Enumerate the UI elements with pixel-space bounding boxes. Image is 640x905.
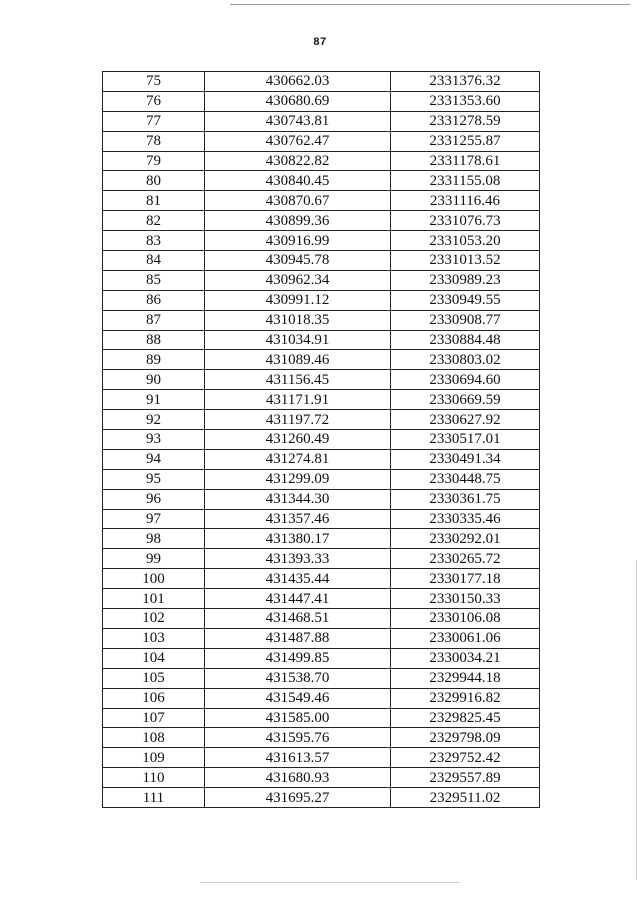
y-coordinate-cell: 2329944.18	[391, 668, 540, 688]
point-number-cell: 105	[103, 668, 205, 688]
y-coordinate-cell: 2331376.32	[391, 72, 540, 92]
table-row	[103, 91, 540, 111]
x-coordinate-cell: 430762.47	[205, 131, 391, 151]
y-coordinate-cell: 2330265.72	[391, 549, 540, 569]
y-coordinate-cell: 2330884.48	[391, 330, 540, 350]
x-coordinate-cell: 431034.91	[205, 330, 391, 350]
table-row	[103, 549, 540, 569]
x-coordinate-cell: 431156.45	[205, 370, 391, 390]
x-coordinate-cell: 431344.30	[205, 489, 391, 509]
y-coordinate-cell: 2330034.21	[391, 648, 540, 668]
bottom-rule	[200, 882, 460, 883]
y-coordinate-cell: 2330627.92	[391, 410, 540, 430]
y-coordinate-cell: 2331013.52	[391, 251, 540, 271]
table-row	[103, 290, 540, 310]
table-row	[103, 310, 540, 330]
table-row	[103, 768, 540, 788]
x-coordinate-cell: 431089.46	[205, 350, 391, 370]
point-number-cell: 109	[103, 748, 205, 768]
point-number-cell: 98	[103, 529, 205, 549]
table-row	[103, 390, 540, 410]
x-coordinate-cell: 431197.72	[205, 410, 391, 430]
table-row	[103, 449, 540, 469]
x-coordinate-cell: 430916.99	[205, 231, 391, 251]
x-coordinate-cell: 431447.41	[205, 589, 391, 609]
x-coordinate-cell: 431680.93	[205, 768, 391, 788]
table-row	[103, 171, 540, 191]
point-number-cell: 96	[103, 489, 205, 509]
y-coordinate-cell: 2330177.18	[391, 569, 540, 589]
table-row	[103, 231, 540, 251]
x-coordinate-cell: 431299.09	[205, 469, 391, 489]
table-row	[103, 370, 540, 390]
y-coordinate-cell: 2329825.45	[391, 708, 540, 728]
table-row	[103, 609, 540, 629]
point-number-cell: 90	[103, 370, 205, 390]
x-coordinate-cell: 431380.17	[205, 529, 391, 549]
y-coordinate-cell: 2331353.60	[391, 91, 540, 111]
y-coordinate-cell: 2331076.73	[391, 211, 540, 231]
table-row	[103, 72, 540, 92]
point-number-cell: 103	[103, 628, 205, 648]
x-coordinate-cell: 431435.44	[205, 569, 391, 589]
x-coordinate-cell: 431613.57	[205, 748, 391, 768]
y-coordinate-cell: 2329916.82	[391, 688, 540, 708]
table-row	[103, 509, 540, 529]
point-number-cell: 101	[103, 589, 205, 609]
y-coordinate-cell: 2330989.23	[391, 270, 540, 290]
point-number-cell: 80	[103, 171, 205, 191]
point-number-cell: 82	[103, 211, 205, 231]
side-rule	[636, 560, 637, 880]
table-row	[103, 251, 540, 271]
table-row	[103, 151, 540, 171]
x-coordinate-cell: 430962.34	[205, 270, 391, 290]
x-coordinate-cell: 431695.27	[205, 788, 391, 808]
x-coordinate-cell: 430840.45	[205, 171, 391, 191]
x-coordinate-cell: 431549.46	[205, 688, 391, 708]
table-row	[103, 529, 540, 549]
y-coordinate-cell: 2330669.59	[391, 390, 540, 410]
x-coordinate-cell: 431274.81	[205, 449, 391, 469]
point-number-cell: 77	[103, 111, 205, 131]
point-number-cell: 95	[103, 469, 205, 489]
point-number-cell: 94	[103, 449, 205, 469]
page-number: 87	[313, 36, 327, 48]
point-number-cell: 75	[103, 72, 205, 92]
y-coordinate-cell: 2331255.87	[391, 131, 540, 151]
y-coordinate-cell: 2330361.75	[391, 489, 540, 509]
x-coordinate-cell: 431538.70	[205, 668, 391, 688]
y-coordinate-cell: 2329511.02	[391, 788, 540, 808]
top-rule	[230, 4, 630, 5]
point-number-cell: 83	[103, 231, 205, 251]
point-number-cell: 111	[103, 788, 205, 808]
x-coordinate-cell: 431018.35	[205, 310, 391, 330]
coordinates-table-body	[103, 72, 540, 808]
x-coordinate-cell: 431585.00	[205, 708, 391, 728]
table-row	[103, 648, 540, 668]
table-row	[103, 111, 540, 131]
x-coordinate-cell: 431468.51	[205, 609, 391, 629]
point-number-cell: 108	[103, 728, 205, 748]
table-row	[103, 589, 540, 609]
y-coordinate-cell: 2330292.01	[391, 529, 540, 549]
point-number-cell: 104	[103, 648, 205, 668]
y-coordinate-cell: 2330448.75	[391, 469, 540, 489]
point-number-cell: 99	[103, 549, 205, 569]
y-coordinate-cell: 2330106.08	[391, 609, 540, 629]
point-number-cell: 97	[103, 509, 205, 529]
point-number-cell: 88	[103, 330, 205, 350]
x-coordinate-cell: 430870.67	[205, 191, 391, 211]
y-coordinate-cell: 2330908.77	[391, 310, 540, 330]
x-coordinate-cell: 430680.69	[205, 91, 391, 111]
point-number-cell: 92	[103, 410, 205, 430]
y-coordinate-cell: 2330803.02	[391, 350, 540, 370]
y-coordinate-cell: 2329798.09	[391, 728, 540, 748]
y-coordinate-cell: 2330061.06	[391, 628, 540, 648]
point-number-cell: 107	[103, 708, 205, 728]
x-coordinate-cell: 431260.49	[205, 430, 391, 450]
y-coordinate-cell: 2331116.46	[391, 191, 540, 211]
table-row	[103, 569, 540, 589]
table-row	[103, 688, 540, 708]
x-coordinate-cell: 431393.33	[205, 549, 391, 569]
y-coordinate-cell: 2331053.20	[391, 231, 540, 251]
x-coordinate-cell: 430899.36	[205, 211, 391, 231]
table-row	[103, 788, 540, 808]
y-coordinate-cell: 2330491.34	[391, 449, 540, 469]
y-coordinate-cell: 2331155.08	[391, 171, 540, 191]
x-coordinate-cell: 430743.81	[205, 111, 391, 131]
table-row	[103, 728, 540, 748]
y-coordinate-cell: 2329557.89	[391, 768, 540, 788]
point-number-cell: 84	[103, 251, 205, 271]
table-row	[103, 469, 540, 489]
y-coordinate-cell: 2330517.01	[391, 430, 540, 450]
point-number-cell: 87	[103, 310, 205, 330]
point-number-cell: 110	[103, 768, 205, 788]
point-number-cell: 102	[103, 609, 205, 629]
x-coordinate-cell: 431171.91	[205, 390, 391, 410]
table-row	[103, 410, 540, 430]
point-number-cell: 91	[103, 390, 205, 410]
y-coordinate-cell: 2330335.46	[391, 509, 540, 529]
x-coordinate-cell: 431487.88	[205, 628, 391, 648]
table-row	[103, 489, 540, 509]
x-coordinate-cell: 430662.03	[205, 72, 391, 92]
x-coordinate-cell: 431499.85	[205, 648, 391, 668]
point-number-cell: 76	[103, 91, 205, 111]
y-coordinate-cell: 2331178.61	[391, 151, 540, 171]
point-number-cell: 106	[103, 688, 205, 708]
point-number-cell: 89	[103, 350, 205, 370]
table-row	[103, 191, 540, 211]
table-row	[103, 708, 540, 728]
table-row	[103, 350, 540, 370]
y-coordinate-cell: 2329752.42	[391, 748, 540, 768]
point-number-cell: 85	[103, 270, 205, 290]
x-coordinate-cell: 430822.82	[205, 151, 391, 171]
y-coordinate-cell: 2330949.55	[391, 290, 540, 310]
x-coordinate-cell: 431595.76	[205, 728, 391, 748]
table-row	[103, 668, 540, 688]
coordinates-table	[102, 71, 540, 808]
table-row	[103, 628, 540, 648]
table-row	[103, 211, 540, 231]
x-coordinate-cell: 431357.46	[205, 509, 391, 529]
y-coordinate-cell: 2331278.59	[391, 111, 540, 131]
table-row	[103, 330, 540, 350]
x-coordinate-cell: 430945.78	[205, 251, 391, 271]
table-row	[103, 270, 540, 290]
point-number-cell: 93	[103, 430, 205, 450]
point-number-cell: 81	[103, 191, 205, 211]
y-coordinate-cell: 2330150.33	[391, 589, 540, 609]
point-number-cell: 79	[103, 151, 205, 171]
y-coordinate-cell: 2330694.60	[391, 370, 540, 390]
table-row	[103, 430, 540, 450]
table-row	[103, 131, 540, 151]
table-row	[103, 748, 540, 768]
x-coordinate-cell: 430991.12	[205, 290, 391, 310]
point-number-cell: 86	[103, 290, 205, 310]
point-number-cell: 100	[103, 569, 205, 589]
point-number-cell: 78	[103, 131, 205, 151]
